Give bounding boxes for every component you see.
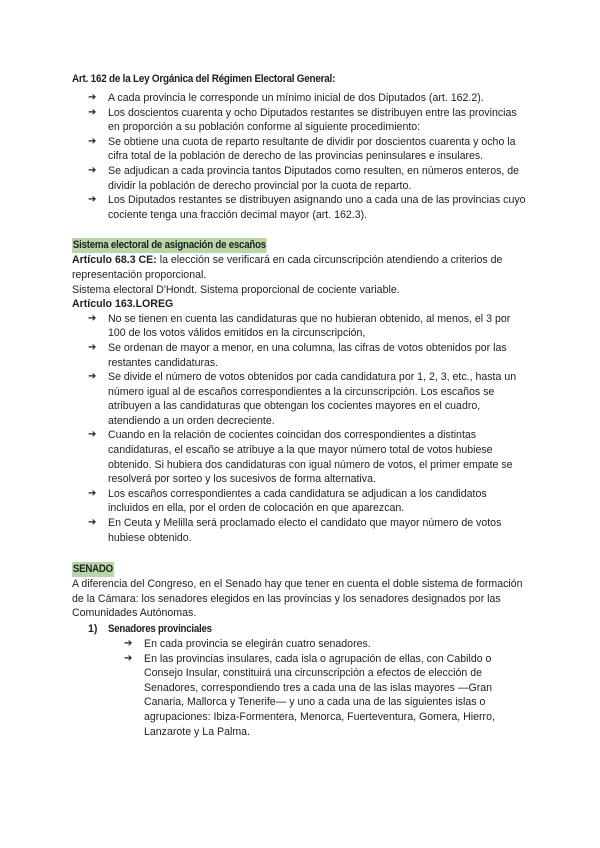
arrow-bullet-icon: ➔	[88, 371, 97, 383]
senado-intro: A diferencia del Congreso, en el Senado hay que tener en cuenta el doble sistema de formación de la Cámara: los senadores elegidos en las provincias y los senadores designados por las Comunidades Autónomas.	[72, 578, 523, 620]
arrow-bullet-icon: ➔	[88, 487, 97, 499]
list-item: ➔ Los Diputados restantes se distribuyen asignando uno a cada una de las provincias cuyo cociente tenga una fracción decimal mayor (art. 162.3).	[88, 194, 526, 221]
arrow-bullet-icon: ➔	[88, 135, 97, 147]
list-item: ➔ Se adjudican a cada provincia tantos Diputados como resulten, en números enteros, de dividir la población de derecho provincial por la cuota de reparto.	[88, 164, 520, 192]
art683-label: Artículo 68.3 CE:	[72, 254, 157, 267]
arrow-bullet-icon: ➔	[124, 652, 133, 664]
list-item: ➔ No se tienen en cuenta las candidaturas que no hubieran obtenido, al menos, el 3 por 100 de los votos válidos emitidos en la circunscripción,	[88, 312, 511, 340]
art683-paragraph	[72, 253, 530, 282]
list-item: ➔ En cada provincia se elegirán cuatro senadores.	[124, 638, 371, 650]
dhondt-paragraph: Sistema electoral D'Hondt. Sistema proporcional de cociente variable.	[72, 283, 400, 296]
senado-heading: SENADO	[72, 563, 113, 576]
senadores-provinciales-heading	[72, 622, 530, 637]
arrow-bullet-icon: ➔	[88, 92, 97, 103]
arrow-bullet-icon: ➔	[88, 194, 97, 206]
document-page	[72, 72, 530, 739]
list-item: ➔ Los escaños correspondientes a cada candidatura se adjudican a los candidatos incluidos en ella, por el orden de colocación en que aparezcan.	[88, 487, 487, 515]
sub-heading-label: Senadores provinciales	[108, 623, 212, 635]
arrow-bullet-icon: ➔	[124, 638, 133, 649]
sistema-heading: Sistema electoral de asignación de escaños	[72, 239, 266, 252]
arrow-bullet-icon: ➔	[88, 429, 97, 441]
list-item: ➔ Se divide el número de votos obtenidos por cada candidatura por 1, 2, 3, etc., hasta un número igual al de escaños correspondientes a la circunscripción. Los escaños se atribuyen a las candidaturas que obtengan los cocientes mayores en el cuadro, atendiendo a un orden decreciente.	[88, 371, 517, 427]
arrow-bullet-icon: ➔	[88, 517, 97, 529]
art162-heading: Art. 162 de la Ley Orgánica del Régimen Electoral General:	[72, 73, 336, 85]
list-item: ➔ Se obtiene una cuota de reparto resultante de dividir por doscientos cuarenta y ocho la cifra total de la población de derecho de las provincias peninsulares e insulares.	[88, 135, 516, 163]
arrow-bullet-icon: ➔	[88, 106, 97, 118]
arrow-bullet-icon: ➔	[88, 341, 97, 353]
art683-text: la elección se verificará en cada circunscripción atendiendo a criterios de representación proporcional.	[72, 254, 503, 281]
list-item: ➔ A cada provincia le corresponde un mínimo inicial de dos Diputados (art. 162.2).	[88, 92, 484, 104]
arrow-bullet-icon: ➔	[88, 164, 97, 176]
art162-list	[72, 91, 530, 222]
senado-list	[72, 637, 530, 739]
art163-list	[72, 312, 530, 546]
sub-number: 1)	[88, 623, 98, 635]
list-item: ➔ Los doscientos cuarenta y ocho Diputados restantes se distribuyen entre las provincias en proporción a su población conforme al siguiente procedimiento:	[88, 106, 517, 134]
arrow-bullet-icon: ➔	[88, 312, 97, 324]
list-item: ➔ Cuando en la relación de cocientes coincidan dos correspondientes a distintas candidaturas, el escaño se atribuye a la que mayor número total de votos hubiese obtenido. Si hubiera dos candidaturas con igual número de votos, el primer empate se resolverá por sorteo y los sucesivos de forma alternativa.	[88, 429, 513, 486]
art163-label: Artículo 163.LOREG	[72, 298, 174, 311]
list-item: ➔ En Ceuta y Melilla será proclamado electo el candidato que mayor número de votos hubiese obtenido.	[88, 517, 502, 544]
list-item: ➔ En las provincias insulares, cada isla o agrupación de ellas, con Cabildo o Consejo Insular, constituirá una circunscripción a efectos de elección de Senadores, correspondiendo tres a cada una de las islas mayores —Gran Canaria, Mallorca y Tenerife— y uno a cada una de las siguientes islas o agrupaciones: Ibiza-Formentera, Menorca, Fuerteventura, Gomera, Hierro, Lanzarote y La Palma.	[124, 652, 495, 738]
list-item: ➔ Se ordenan de mayor a menor, en una columna, las cifras de votos obtenidos por las restantes candidaturas.	[88, 341, 507, 369]
